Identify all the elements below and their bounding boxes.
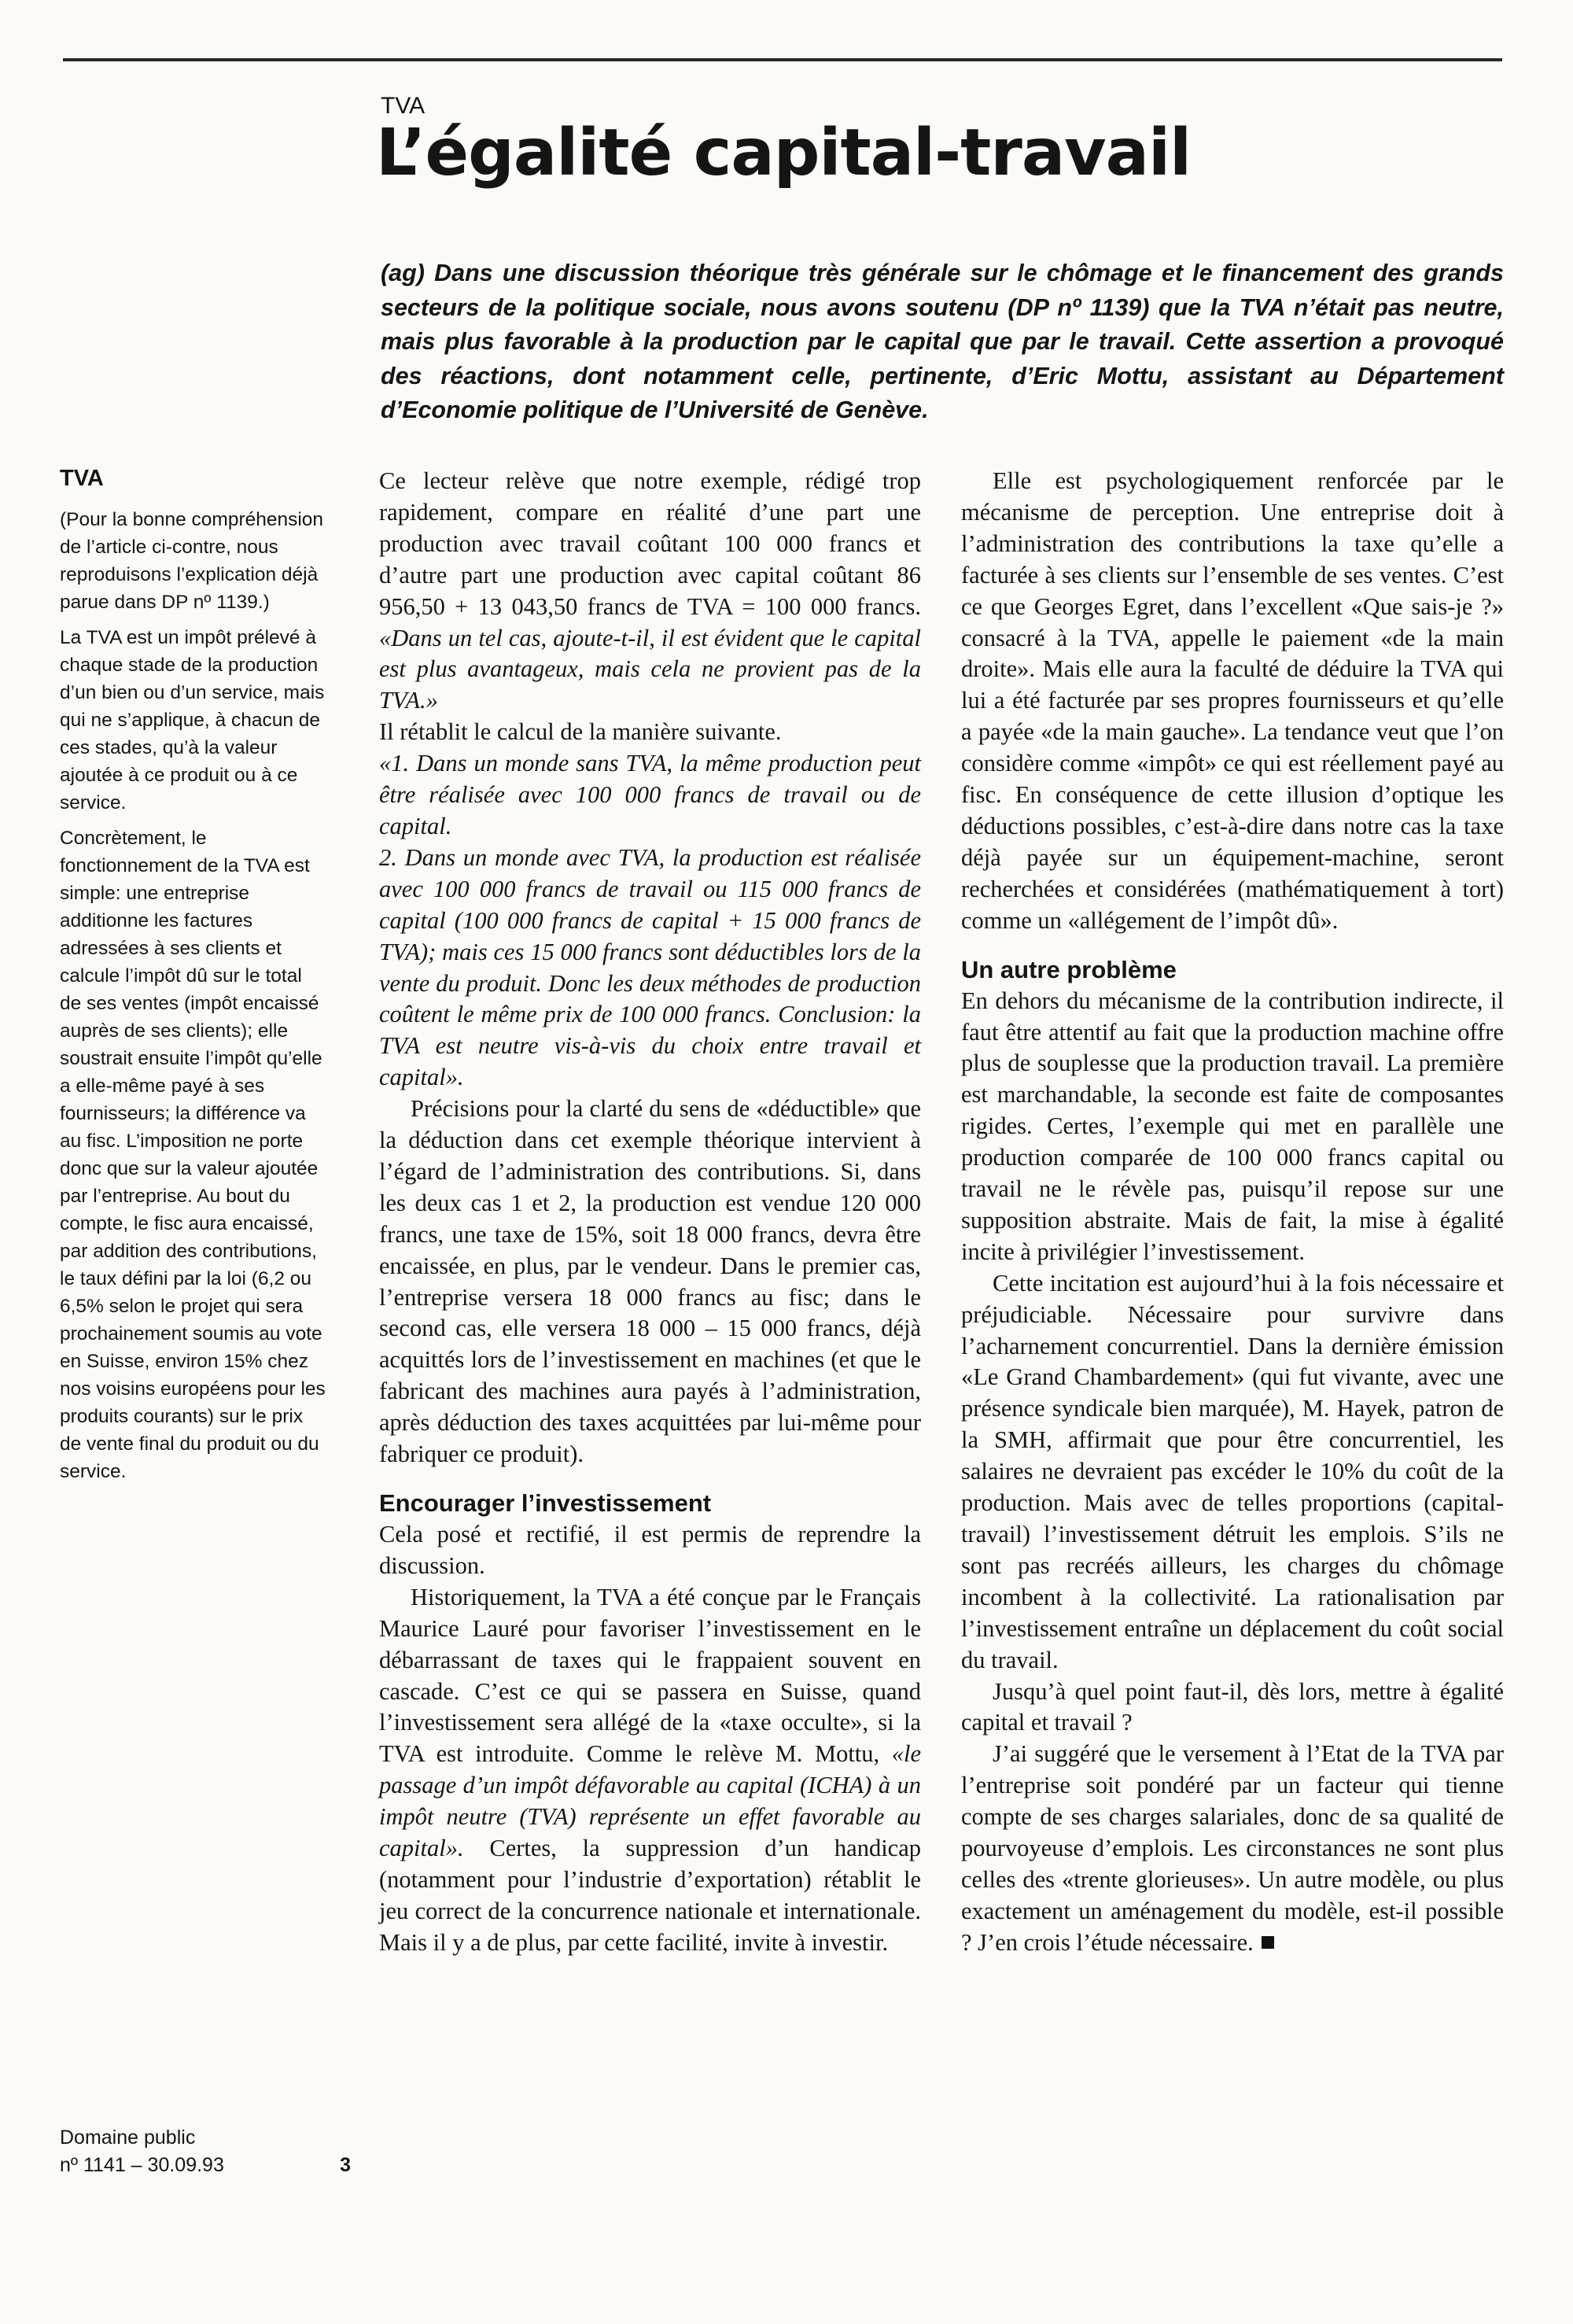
body-paragraph <box>379 1582 921 1959</box>
top-rule <box>63 58 1502 61</box>
quote-paragraph: «1. Dans un monde sans TVA, la même production peut être réalisée avec 100 000 francs de travail ou de capital. <box>379 750 921 839</box>
sidebar-paragraph: La TVA est un impôt prélevé à chaque stade de la production d’un bien ou d’un service, mais qui ne s’applique, à chacun de ces stades, qu’à la valeur ajoutée à ce produit ou à ce service. <box>60 627 325 813</box>
body-paragraph: Jusqu’à quel point faut-il, dès lors, mettre à égalité capital et travail ? <box>961 1677 1504 1736</box>
body-paragraph: Il rétablit le calcul de la manière suivante. <box>379 718 782 746</box>
body-paragraph <box>379 466 921 717</box>
section-heading: Un autre problème <box>961 955 1177 983</box>
body-paragraph: Précisions pour la clarté du sens de «déductible» que la déduction dans cet exemple théorique intervient à l’égard de l’administration des contributions. Si, dans les deux cas 1 et 2, la production est vendue 120 000 francs, une taxe de 15%, soit 18 000 francs, devra être encaissée, en plus, par le vendeur. Dans le premier cas, l’entreprise versera 18 000 francs au fisc; dans le second cas, elle versera 18 000 – 15 000 francs, déjà acquittés lors de l’investissement en machines (et que le fabricant des machines aura payés à l’administration, après déduction des taxes acquittées par lui-même pour fabriquer ce produit). <box>379 1095 921 1468</box>
body-text: Ce lecteur relève que notre exemple, rédigé trop rapidement, compare en réalité d’une part une production avec travail coûtant 100 000 francs et d’autre part une production avec capital coûtant 86 956,50 + 13 043,50 francs de TVA = 100 000 francs. <box>379 467 921 620</box>
section-kicker: TVA <box>381 93 425 119</box>
body-paragraph <box>961 1739 1504 1958</box>
sidebar-paragraph: Concrètement, le fonctionnement de la TVA est simple: une entreprise additionne les factures adressées à ses clients et calcule l’impôt dû sur le total de ses ventes (impôt encaissé auprès de ses clients); elle soustrait ensuite l’impôt qu’elle a elle-même payé à ses fournisseurs; la différence va au fisc. L’imposition ne porte donc que sur la valeur ajoutée par l’entreprise. Au bout du compte, le fisc aura encaissé, par addition des contributions, le taux défini par la loi (6,2 ou 6,5% selon le projet qui sera prochainement soumis au vote en Suisse, environ 15% chez nos voisins européens pour les produits courants) sur le prix de vente final du produit ou du service. <box>60 828 326 1482</box>
quote-paragraph: 2. Dans un monde avec TVA, la production est réalisée avec 100 000 francs de travail ou 115 000 francs de capital (100 000 francs de capital + 15 000 francs de TVA); mais ces 15 000 francs sont déductibles lors de la vente du produit. Donc les deux méthodes de production coûtent le même prix de 100 000 francs. Conclusion: la TVA est neutre vis-à-vis du choix entre travail et capital». <box>379 843 921 1091</box>
publication-name: Domaine public <box>60 2127 196 2149</box>
section-heading: Encourager l’investissement <box>379 1489 712 1517</box>
quote-text: «le passage d’un impôt défavorable au capital (ICHA) à un impôt neutre (TVA) représente un effet favorable au capital». <box>379 1740 922 1862</box>
sidebar-paragraph: (Pour la bonne compréhension de l’article ci-contre, nous reproduisons l’explication déjà parue dans DP nº 1139.) <box>60 509 324 613</box>
page-number: 3 <box>340 2154 351 2176</box>
body-text: J’ai suggéré que le versement à l’Etat de la TVA par l’entreprise soit pondéré par un facteur qui tienne compte de ses charges salariales, donc de sa qualité de pourvoyeuse d’emplois. Les circonstances ne sont plus celles des «trente glorieuses». Un autre modèle, ou plus exactement un aménagement du modèle, est-il possible ? J’en crois l’étude nécessaire. <box>961 1740 1504 1956</box>
end-of-article-mark <box>1262 1936 1274 1949</box>
body-paragraph: Cette incitation est aujourd’hui à la fois nécessaire et préjudiciable. Nécessaire pour survivre dans l’acharnement concurrentiel. Dans la dernière émission «Le Grand Chambardement» (qui fut vivante, avec une présence syndicale bien marquée), M. Hayek, patron de la SMH, affirmait que pour être concurrentiel, les salaires ne devraient pas excéder le 10% du coût de la production. Mais avec de telles proportions (capital-travail) l’investissement détruit les emplois. S’ils ne sont pas recréés ailleurs, les charges du chômage incombent à la collectivité. La rationalisation par l’investissement entraîne un déplacement du coût social du travail. <box>961 1269 1504 1673</box>
article-title: L’égalité capital-travail <box>376 116 1192 190</box>
article-lede: (ag) Dans une discussion théorique très générale sur le chômage et le financement des grands secteurs de la politique sociale, nous avons soutenu (DP nº 1139) que la TVA n’était pas neutre, mais plus favorable à la production par le capital que par le travail. Cette assertion a provoqué des réactions, dont notamment celle, pertinente, d’Eric Mottu, assistant au Département d’Economie politique de l’Université de Genève. <box>381 260 1504 423</box>
article-column-2 <box>961 466 1504 1959</box>
body-paragraph: Elle est psychologiquement renforcée par le mécanisme de perception. Une entreprise doit à l’administration des contributions la taxe qu’elle a facturée à ses clients sur l’ensemble de ses ventes. C’est ce que Georges Egret, dans l’excellent «Que sais-je ?» consacré à la TVA, appelle le paiement «de la main droite». Mais elle aura la faculté de déduire la TVA qui lui a été facturée par ses propres fournisseurs et qu’elle a payée «de la main gauche». La tendance veut que l’on considère comme «impôt» ce qui est réellement payé au fisc. En conséquence de cette illusion d’optique les déductions possibles, c’est-à-dire dans notre cas la taxe déjà payée sur un équipement-machine, seront recherchées et considérées (mathématiquement à tort) comme un «allégement de l’impôt dû». <box>961 467 1504 934</box>
quote-text: «Dans un tel cas, ajoute-t-il, il est évident que le capital est plus avantageux, mais cela ne provient pas de la TVA.» <box>379 624 921 714</box>
page-footer <box>60 2124 351 2179</box>
body-text: Historiquement, la TVA a été conçue par le Français Maurice Lauré pour favoriser l’investissement en le débarrassant de taxes qui le frappaient souvent en cascade. C’est ce qui se passera en Suisse, quand l’investissement sera allégé de la «taxe occulte», si la TVA est introduite. Comme le relève M. Mottu, <box>379 1583 921 1768</box>
body-paragraph: Cela posé et rectifié, il est permis de reprendre la discussion. <box>379 1521 921 1579</box>
sidebar-box <box>60 466 327 1493</box>
article-column-1 <box>379 466 921 1959</box>
body-paragraph: En dehors du mécanisme de la contribution indirecte, il faut être attentif au fait que la production machine offre plus de souplesse que la production travail. La première est marchandable, la seconde est faite de composantes rigides. Certes, l’exemple qui met en parallèle une production comparée de 100 000 francs capital ou travail ne le révèle pas, puisqu’il repose sur une supposition abstraite. Mais de fait, la mise à égalité incite à privilégier l’investissement. <box>961 987 1504 1265</box>
issue-info: nº 1141 – 30.09.93 <box>60 2154 224 2176</box>
sidebar-title: TVA <box>60 466 104 491</box>
body-text: Certes, la suppression d’un handicap (notamment pour l’industrie d’exportation) rétablit le jeu correct de la concurrence nationale et internationale. Mais il y a de plus, par cette facilité, invite à investir. <box>379 1835 921 1956</box>
